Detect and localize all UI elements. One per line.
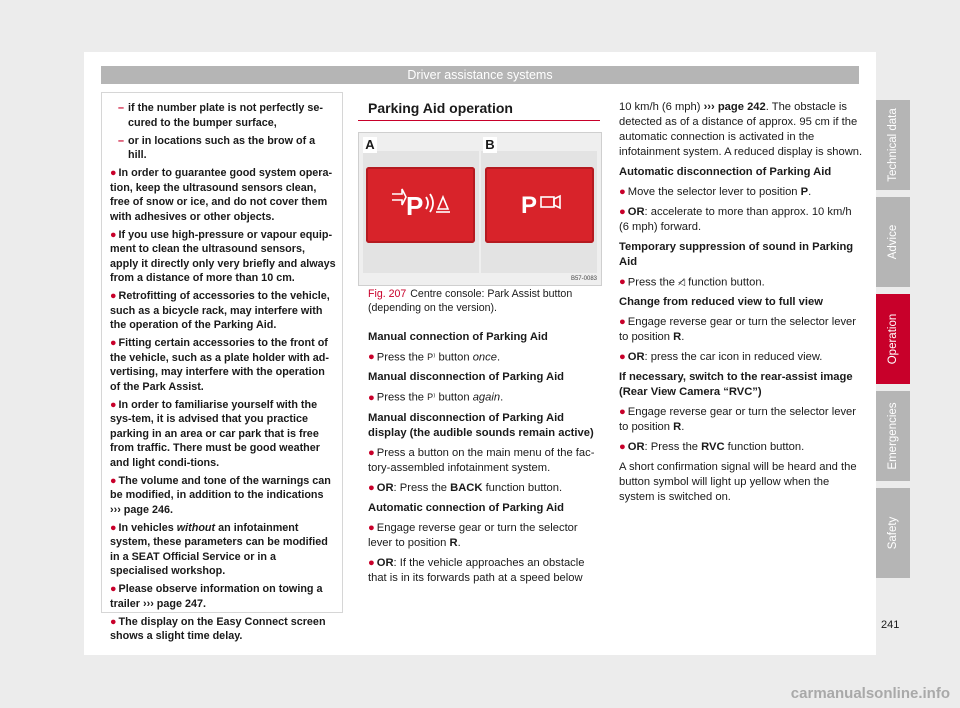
heading: Manual connection of Parking Aid — [368, 331, 548, 343]
running-header: Driver assistance systems — [101, 66, 859, 84]
bullet-icon: ● — [619, 206, 626, 218]
bullet-icon: ● — [619, 316, 626, 329]
punct: . — [496, 351, 501, 364]
step-text: Move the selector lever to position — [627, 186, 798, 198]
bullet-icon: ● — [110, 615, 117, 628]
bullet-icon: ● — [110, 337, 117, 349]
warning-item-infotainment — [110, 521, 336, 579]
warning-item — [110, 101, 336, 130]
park-camera-icon — [485, 167, 594, 243]
emphasis: once — [472, 351, 497, 364]
figure-207 — [358, 132, 602, 286]
step-text: Press the — [376, 351, 425, 364]
warning-item — [110, 166, 336, 224]
warning-item — [110, 228, 336, 286]
figure-label-b: B — [483, 137, 497, 153]
step — [619, 275, 864, 290]
punct: . — [500, 391, 504, 404]
warning-text: if the number plate is not perfectly se-cured to the bumper surface, — [128, 102, 323, 129]
step — [368, 390, 604, 405]
tab-safety[interactable] — [876, 488, 910, 578]
warning-item — [110, 289, 336, 333]
step-text: : If the vehicle approaches an obstacle that is in its forwards path at a speed below — [368, 556, 585, 584]
warning-item — [110, 134, 336, 163]
park-assist-button-b — [485, 167, 594, 243]
bullet-icon: ● — [368, 556, 375, 569]
punct: . — [681, 331, 685, 344]
step — [368, 350, 604, 365]
warning-text: The volume and tone of the warnings can be modified, in addition to the indications — [110, 474, 331, 501]
step-text: Engage reverse gear or turn the selector lever to position — [619, 406, 856, 434]
right-column — [619, 100, 864, 510]
step-text: function button. — [727, 441, 805, 454]
step-text: function button. — [688, 276, 765, 289]
confirmation: A short confirmation signal will be heard and the button symbol will light up yellow when the system is switched on. — [619, 461, 857, 504]
step-text: Engage reverse gear or turn the selector lever to position — [619, 316, 856, 344]
heading: Temporary suppression of sound in Parking Aid — [619, 241, 854, 268]
heading: If necessary, switch to the rear-assist image (Rear View Camera “RVC”) — [619, 371, 853, 399]
bullet-icon: ● — [619, 186, 626, 198]
bullet-icon: ● — [368, 521, 375, 534]
key-label: R — [449, 536, 458, 549]
watermark: carmanualsonline.info — [790, 685, 950, 702]
figure-caption — [368, 288, 598, 315]
bullet-icon: ● — [619, 441, 626, 454]
tab-label: Emergencies — [887, 402, 899, 470]
step — [368, 556, 604, 586]
section-title: Parking Aid operation — [368, 100, 513, 116]
figure-number: Fig. 207 — [368, 288, 407, 300]
step-text: 10 km/h (6 mph) — [619, 101, 701, 113]
bullet-icon: ● — [619, 276, 626, 289]
warning-list — [110, 101, 336, 647]
park-sensor-icon: P⁾ — [427, 352, 436, 362]
step-text: Press the — [376, 391, 425, 404]
park-sensor-icon: P⁾ — [427, 392, 436, 403]
page-number: 241 — [881, 619, 900, 631]
tab-technical-data[interactable] — [876, 100, 910, 190]
tab-advice[interactable] — [876, 197, 910, 287]
key-label: R — [673, 331, 682, 344]
step-text: button — [438, 351, 470, 364]
warning-item — [110, 336, 336, 394]
dash-icon: – — [118, 102, 125, 114]
step — [619, 440, 864, 455]
step-text: button — [438, 391, 470, 404]
bullet-icon: ● — [110, 474, 117, 487]
heading: Change from reduced view to full view — [619, 296, 823, 309]
or-label: OR — [627, 351, 645, 364]
warning-text: In order to familiarise yourself with the sys-tem, it is advised that you practice parking in an area or car park that is free from traffic. There must be good weather and light condi-tions. — [110, 398, 320, 469]
warning-text: In vehicles — [118, 521, 174, 534]
bullet-icon: ● — [619, 406, 626, 419]
bullet-icon: ● — [110, 290, 117, 302]
step — [619, 205, 864, 235]
tab-label: Technical data — [887, 108, 899, 182]
or-label: OR — [376, 556, 394, 569]
tab-operation[interactable] — [876, 294, 910, 384]
punct: . — [203, 597, 207, 610]
bullet-icon: ● — [110, 398, 117, 411]
step-text: Press a button on the main menu of the fac-tory-assembled infotainment system. — [368, 446, 595, 474]
tab-label: Advice — [887, 224, 899, 260]
step — [619, 405, 864, 435]
bullet-icon: ● — [368, 391, 375, 404]
warning-text: Please observe information on towing a trailer — [110, 583, 323, 610]
punct: . — [808, 186, 812, 198]
emphasis: without — [176, 521, 216, 534]
warning-text: In order to guarantee good system opera-tion, keep the ultrasound sensors clean, free of snow or ice, and do not cover them with adhesives or other objects. — [110, 167, 333, 223]
park-assist-button-a — [366, 167, 475, 243]
page-link[interactable]: ››› page 246 — [110, 503, 170, 516]
key-label: R — [673, 421, 682, 434]
step — [619, 185, 864, 200]
bullet-icon: ● — [368, 481, 375, 494]
heading: Manual disconnection of Parking Aid — [368, 371, 565, 384]
warning-text: or in locations such as the brow of a hill. — [128, 134, 316, 161]
punct: . — [681, 421, 685, 434]
punct: . — [457, 536, 461, 549]
step-text: : Press the — [644, 441, 699, 454]
warning-text: The display on the Easy Connect screen shows a slight time delay. — [110, 615, 326, 642]
step — [619, 350, 864, 365]
bullet-icon: ● — [110, 167, 117, 179]
heading: Automatic connection of Parking Aid — [368, 501, 564, 514]
step — [368, 446, 604, 476]
or-label: OR — [627, 206, 645, 218]
warning-text: Retrofitting of accessories to the vehicle, such as a bicycle rack, may interfere with the operation of the Parking Aid. — [110, 290, 330, 331]
warning-text: an infotainment system, these parameters can be modified in a SEAT Official Service or in a specialised workshop. — [110, 521, 328, 577]
svg-text:P: P — [406, 191, 424, 221]
key-label: P — [800, 186, 809, 198]
step-text: : accelerate to more than approx. 10 km/h (6 mph) forward. — [619, 206, 852, 233]
caption-text: Centre console: Park Assist button (depending on the version). — [368, 288, 573, 314]
step-text: . The obstacle is detected as of a distance of approx. 95 cm if the automatic connection is activated in the infotainment system. A reduced display is shown. — [619, 101, 863, 158]
bullet-icon: ● — [110, 521, 117, 534]
step-text: Engage reverse gear or turn the selector lever to position — [368, 521, 578, 549]
step-text: function button. — [485, 481, 563, 494]
warning-box — [101, 92, 343, 642]
bullet-icon: ● — [619, 351, 626, 364]
warning-text: Fitting certain accessories to the front of the vehicle, such as a plate holder with ad-vertising, may interfere with the operation of the Park Assist. — [110, 337, 329, 393]
step — [368, 481, 604, 496]
bullet-icon: ● — [368, 351, 375, 364]
bullet-icon: ● — [110, 583, 117, 595]
figure-code: B57-0083 — [570, 276, 597, 282]
section-rule — [358, 120, 600, 121]
continuation — [619, 100, 864, 160]
tab-label: Operation — [887, 313, 899, 365]
tab-label: Safety — [887, 516, 899, 550]
warning-item — [110, 398, 336, 471]
step-text: : Press the — [393, 481, 448, 494]
step-text: : press the car icon in reduced view. — [644, 351, 823, 364]
key-label: RVC — [701, 441, 725, 454]
heading: Manual disconnection of Parking Aid display (the audible sounds remain active) — [368, 411, 594, 439]
punct: . — [170, 503, 173, 516]
key-label: BACK — [450, 481, 483, 494]
warning-item-volume — [110, 474, 336, 518]
dash-icon: – — [118, 134, 125, 147]
warning-text: If you use high-pressure or vapour equip-ment to clean the ultrasound sensors, apply it directly only very briefly and always from a distance of more than 10 cm. — [110, 228, 336, 284]
bullet-icon: ● — [110, 228, 117, 241]
step — [368, 521, 604, 551]
mute-icon: ◁̸ — [678, 277, 686, 287]
heading: Automatic disconnection of Parking Aid — [619, 166, 832, 178]
bullet-icon: ● — [368, 446, 375, 459]
page-link[interactable]: ››› page 247 — [143, 597, 204, 610]
park-assist-sensor-icon — [366, 167, 475, 243]
svg-text:P: P — [521, 192, 538, 219]
or-label: OR — [376, 481, 394, 494]
figure-label-a: A — [363, 137, 377, 153]
emphasis: again — [472, 391, 501, 404]
warning-item-towing — [110, 582, 336, 611]
or-label: OR — [627, 441, 645, 454]
tab-emergencies[interactable] — [876, 391, 910, 481]
page-link[interactable]: ››› page 242 — [703, 101, 766, 113]
step-text: Press the — [627, 276, 676, 289]
middle-column — [368, 330, 604, 591]
warning-item-delay — [110, 615, 336, 644]
step — [619, 315, 864, 345]
